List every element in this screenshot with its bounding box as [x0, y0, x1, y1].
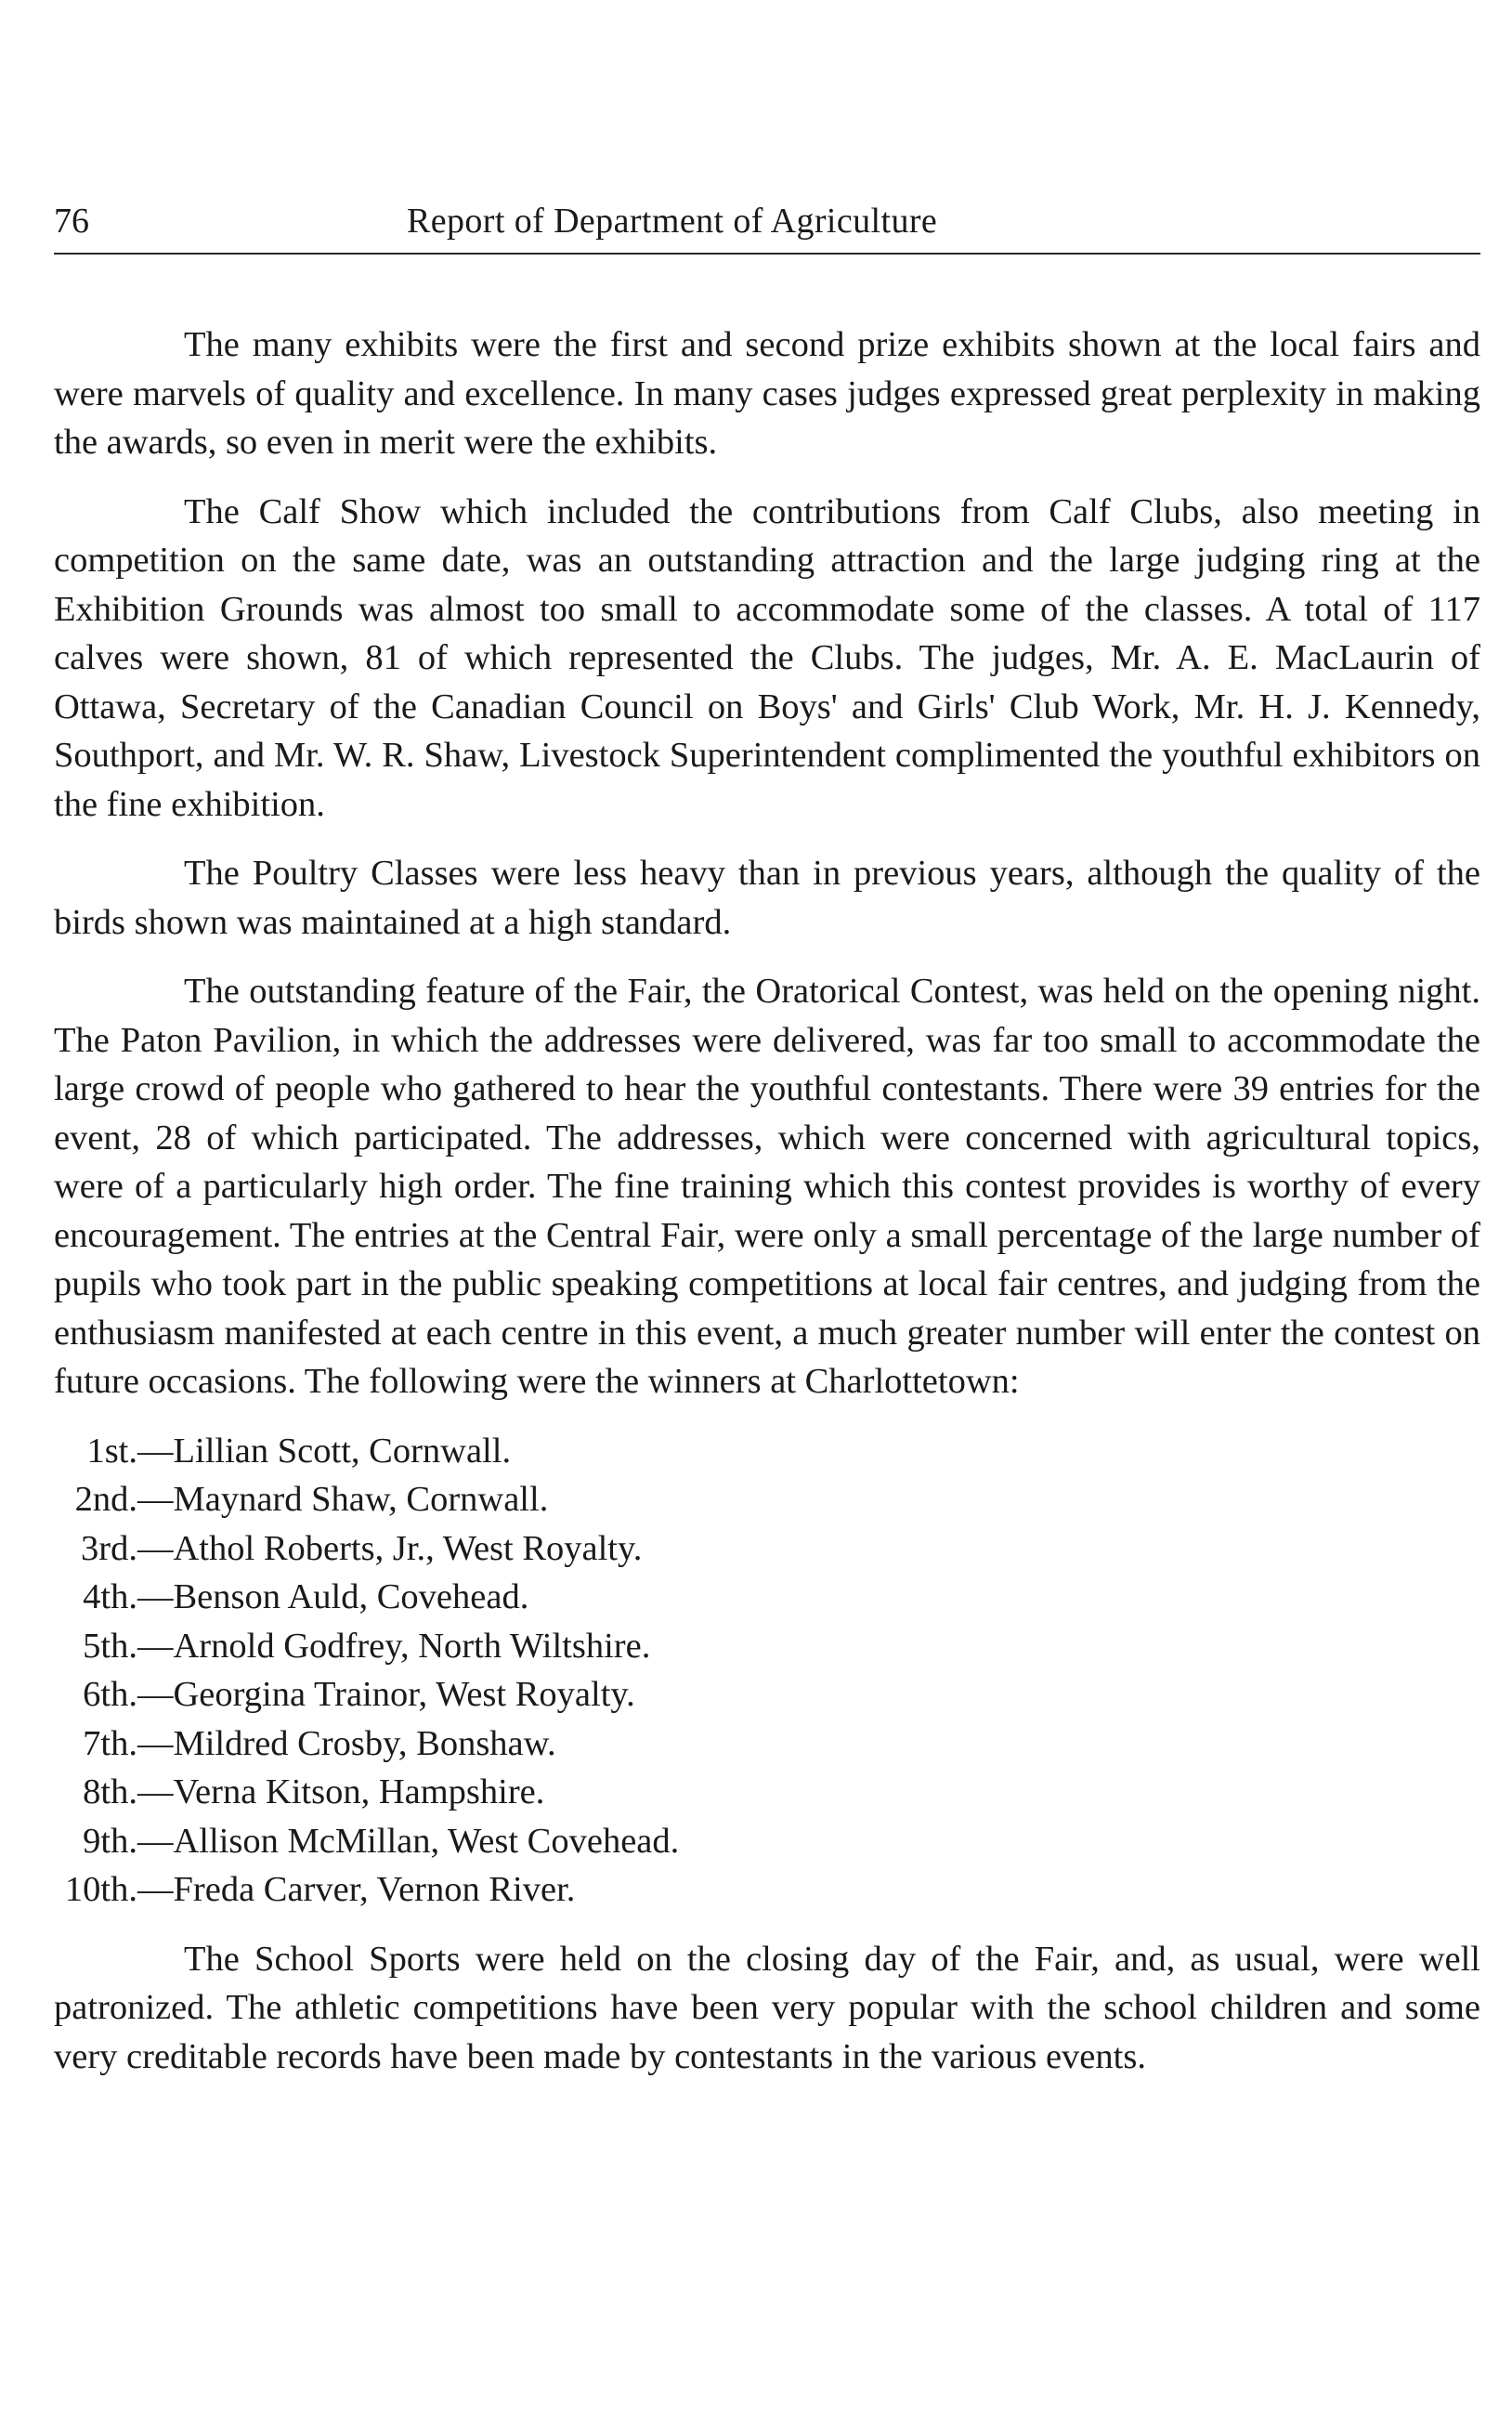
winner-place: 4th. — [83, 1577, 137, 1616]
winner-place: 5th. — [83, 1626, 137, 1666]
paragraph-poultry: The Poultry Classes were less heavy than in previous years, although the quality of the birds shown was maintained at a high standard. — [54, 854, 1480, 942]
winner-name: Verna Kitson, Hampshire. — [173, 1772, 545, 1811]
winner-place: 6th. — [83, 1675, 137, 1714]
winner-name: Georgina Trainor, West Royalty. — [173, 1675, 635, 1714]
winner-separator: — — [137, 1528, 174, 1568]
winner-place: 10th. — [64, 1870, 137, 1909]
page-number: 76 — [54, 202, 89, 241]
header-rule — [54, 253, 1480, 255]
list-item — [54, 1427, 1480, 1476]
paragraph-exhibits: The many exhibits were the first and second prize exhibits shown at the local fairs and were marvels of quality and excellence. In many cases judges expressed great perplexity in making the awards, so even in merit were the exhibits. — [54, 325, 1480, 462]
winner-separator: — — [137, 1675, 174, 1714]
winner-name: Athol Roberts, Jr., West Royalty. — [173, 1528, 643, 1568]
winner-separator: — — [137, 1723, 174, 1763]
winner-separator: — — [137, 1626, 174, 1666]
winner-name: Lillian Scott, Cornwall. — [173, 1431, 512, 1471]
winner-separator: — — [137, 1480, 174, 1519]
list-item — [54, 1524, 1480, 1574]
winner-name: Freda Carver, Vernon River. — [173, 1870, 576, 1909]
list-item — [54, 1475, 1480, 1524]
winner-name: Arnold Godfrey, North Wiltshire. — [173, 1626, 651, 1666]
running-title: Report of Department of Agriculture — [407, 202, 938, 241]
list-item — [54, 1622, 1480, 1671]
winner-separator: — — [137, 1577, 174, 1616]
paragraph-oratorical-contest: The outstanding feature of the Fair, the Oratorical Contest, was held on the opening night. The Paton Pavilion, in which the addresses were delivered, was far too small to accommodate the large crowd of people who gathered to hear the youthful contestants. There were 39 entries for the event, 28 of which participated. The addresses, which were concerned with agricultural topics, were of a particularly high order. The fine training which this contest provides is worthy of every encouragement. The entries at the Central Fair, were only a small percentage of the large number of pupils who took part in the public speaking competitions at local fair centres, and judging from the enthusiasm manifested at each centre in this event, a much greater number will enter the contest on future occasions. The following were the winners at Charlottetown: — [54, 972, 1480, 1401]
running-head — [54, 193, 1480, 249]
winner-name: Maynard Shaw, Cornwall. — [173, 1480, 549, 1519]
winner-separator: — — [137, 1870, 174, 1909]
winner-place: 1st. — [86, 1431, 137, 1471]
winner-separator: — — [137, 1772, 174, 1811]
winners-list — [54, 1427, 1480, 1915]
winner-place: 9th. — [83, 1821, 137, 1861]
body-text — [54, 320, 1480, 2101]
winner-name: Allison McMillan, West Covehead. — [173, 1821, 680, 1861]
winner-place: 7th. — [83, 1723, 137, 1763]
list-item — [54, 1768, 1480, 1817]
winner-place: 3rd. — [81, 1528, 137, 1568]
winner-separator: — — [137, 1821, 174, 1861]
winner-name: Benson Auld, Covehead. — [173, 1577, 529, 1616]
list-item — [54, 1573, 1480, 1622]
paragraph-calf-show: The Calf Show which included the contributions from Calf Clubs, also meeting in competition on the same date, was an outstanding attraction and the large judging ring at the Exhibition Grounds was almost too small to accommodate some of the classes. A total of 117 calves were shown, 81 of which represented the Clubs. The judges, Mr. A. E. MacLaurin of Ottawa, Secretary of the Canadian Council on Boys' and Girls' Club Work, Mr. H. J. Kennedy, Southport, and Mr. W. R. Shaw, Livestock Superintendent complimented the youthful exhibitors on the fine exhibition. — [54, 491, 1480, 824]
winner-separator: — — [137, 1431, 174, 1471]
winner-name: Mildred Crosby, Bonshaw. — [173, 1723, 556, 1763]
paragraph-school-sports: The School Sports were held on the closing day of the Fair, and, as usual, were well patronized. The athletic competitions have been very popular with the school children and some very creditable records have been made by contestants in the various events. — [54, 1939, 1480, 2076]
document-page — [54, 0, 1480, 2419]
list-item — [54, 1670, 1480, 1719]
list-item — [54, 1719, 1480, 1769]
winner-place: 8th. — [83, 1772, 137, 1811]
winner-place: 2nd. — [74, 1480, 137, 1519]
list-item — [54, 1817, 1480, 1866]
list-item — [54, 1865, 1480, 1915]
